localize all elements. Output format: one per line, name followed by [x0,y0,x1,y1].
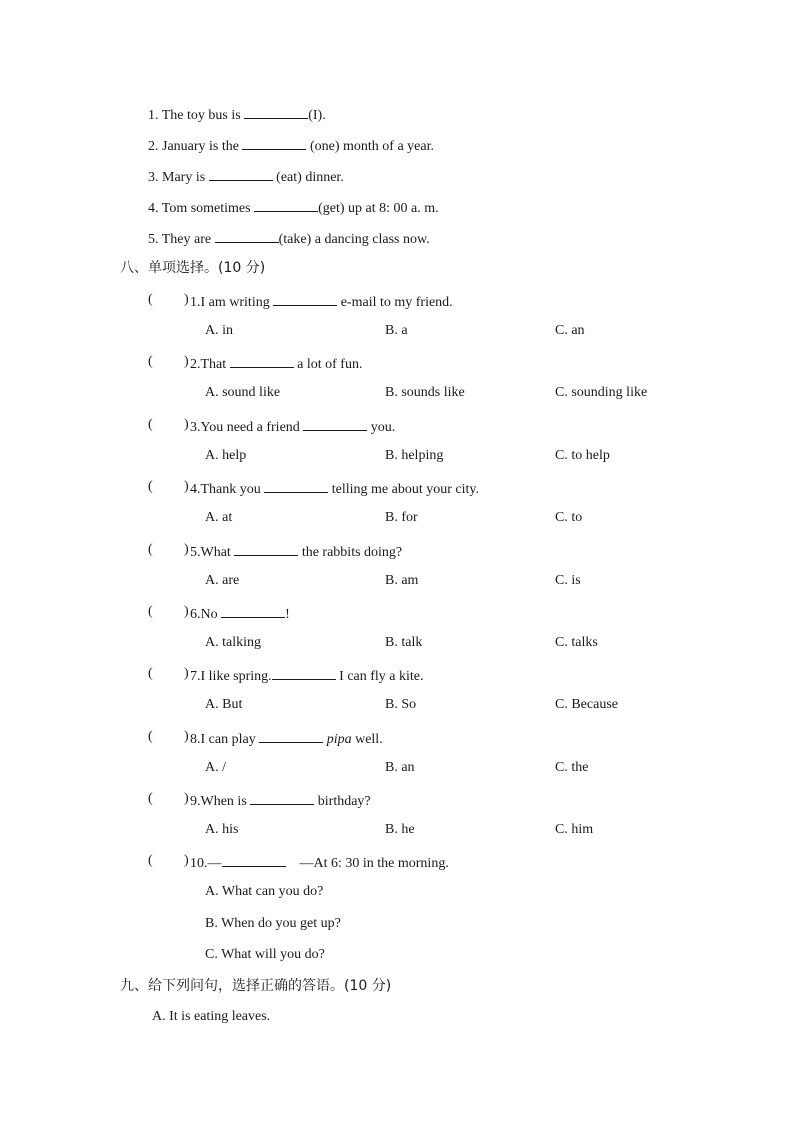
answer-blank[interactable] [303,416,367,431]
answer-paren-close: ) [184,729,189,744]
q6-option-a[interactable]: A. talking [205,635,261,650]
answer-blank[interactable] [209,166,273,181]
fill-in-hint: (one) month of a year. [306,139,434,154]
fill-in-2 [148,135,434,156]
answer-blank[interactable] [222,852,286,867]
question-text: 3.You need a friend you. [190,416,395,437]
fill-in-hint: (get) up at 8: 00 a. m. [318,201,439,216]
answer-blank[interactable] [250,790,314,805]
section-9-title: 九、给下列问句，选择正确的答语。(10 分) [120,978,392,994]
answer-paren-open[interactable]: ( [148,292,153,307]
answer-paren-close: ) [184,479,189,494]
q9-option-a[interactable]: A. his [205,822,239,837]
q3-option-b[interactable]: B. helping [385,448,444,463]
answer-paren-close: ) [184,604,189,619]
answer-paren-open[interactable]: ( [148,354,153,369]
section-8-title: 八、单项选择。(10 分) [120,260,266,276]
answer-paren-close: ) [184,791,189,806]
answer-paren-close: ) [184,354,189,369]
fill-in-hint: (I). [308,108,326,123]
section-9-option-a: A. It is eating leaves. [152,1009,271,1024]
answer-paren-open[interactable]: ( [148,853,153,868]
fill-in-1 [148,104,326,125]
q2-option-c[interactable]: C. sounding like [555,385,648,400]
q2-option-b[interactable]: B. sounds like [385,385,465,400]
answer-blank[interactable] [244,104,308,119]
q1-option-c[interactable]: C. an [555,323,585,338]
answer-paren-open[interactable]: ( [148,479,153,494]
q8-option-a[interactable]: A. / [205,760,226,775]
q10-option-a[interactable]: A. What can you do? [205,884,324,899]
q9-option-b[interactable]: B. he [385,822,415,837]
q8-option-b[interactable]: B. an [385,760,415,775]
answer-paren-open[interactable]: ( [148,729,153,744]
fill-in-text: 2. January is the [148,139,243,154]
answer-paren-open[interactable]: ( [148,791,153,806]
question-text: 1.I am writing e-mail to my friend. [190,291,453,312]
answer-blank[interactable] [221,603,285,618]
fill-in-text: 4. Tom sometimes [148,201,255,216]
answer-paren-open[interactable]: ( [148,542,153,557]
answer-blank[interactable] [215,228,279,243]
fill-in-hint: (eat) dinner. [272,170,344,185]
question-text: 10.— —At 6: 30 in the morning. [190,852,449,873]
q8-option-c[interactable]: C. the [555,760,589,775]
fill-in-text: 1. The toy bus is [148,108,245,123]
q3-option-a[interactable]: A. help [205,448,247,463]
answer-paren-open[interactable]: ( [148,666,153,681]
question-text: 6.No ! [190,603,290,624]
q5-option-a[interactable]: A. are [205,573,240,588]
answer-blank[interactable] [259,728,323,743]
answer-paren-close: ) [184,292,189,307]
q6-option-b[interactable]: B. talk [385,635,423,650]
q7-option-a[interactable]: A. But [205,697,243,712]
answer-blank[interactable] [254,197,318,212]
q1-option-b[interactable]: B. a [385,323,408,338]
answer-paren-close: ) [184,542,189,557]
q10-option-c[interactable]: C. What will you do? [205,947,325,962]
q6-option-c[interactable]: C. talks [555,635,598,650]
q5-option-b[interactable]: B. am [385,573,419,588]
q1-option-a[interactable]: A. in [205,323,233,338]
fill-in-text: 3. Mary is [148,170,209,185]
answer-blank[interactable] [230,353,294,368]
answer-blank[interactable] [242,135,306,150]
q10-option-b[interactable]: B. When do you get up? [205,916,341,931]
q7-option-c[interactable]: C. Because [555,697,618,712]
answer-blank[interactable] [264,478,328,493]
answer-blank[interactable] [234,541,298,556]
question-text: 8.I can play pipa well. [190,728,383,749]
q5-option-c[interactable]: C. is [555,573,581,588]
answer-paren-close: ) [184,853,189,868]
q9-option-c[interactable]: C. him [555,822,594,837]
fill-in-hint: (take) a dancing class now. [278,232,430,247]
question-text: 2.That a lot of fun. [190,353,362,374]
answer-paren-open[interactable]: ( [148,604,153,619]
question-text: 5.What the rabbits doing? [190,541,402,562]
answer-paren-close: ) [184,666,189,681]
question-text: 4.Thank you telling me about your city. [190,478,479,499]
fill-in-text: 5. They are [148,232,215,247]
q4-option-b[interactable]: B. for [385,510,418,525]
fill-in-4 [148,197,439,218]
q7-option-b[interactable]: B. So [385,697,417,712]
q2-option-a[interactable]: A. sound like [205,385,281,400]
answer-blank[interactable] [272,665,336,680]
answer-paren-close: ) [184,417,189,432]
q4-option-c[interactable]: C. to [555,510,583,525]
answer-paren-open[interactable]: ( [148,417,153,432]
fill-in-3 [148,166,344,187]
question-text: 7.I like spring. I can fly a kite. [190,665,424,686]
q4-option-a[interactable]: A. at [205,510,233,525]
answer-blank[interactable] [273,291,337,306]
fill-in-5 [148,228,430,249]
q3-option-c[interactable]: C. to help [555,448,610,463]
question-text: 9.When is birthday? [190,790,371,811]
